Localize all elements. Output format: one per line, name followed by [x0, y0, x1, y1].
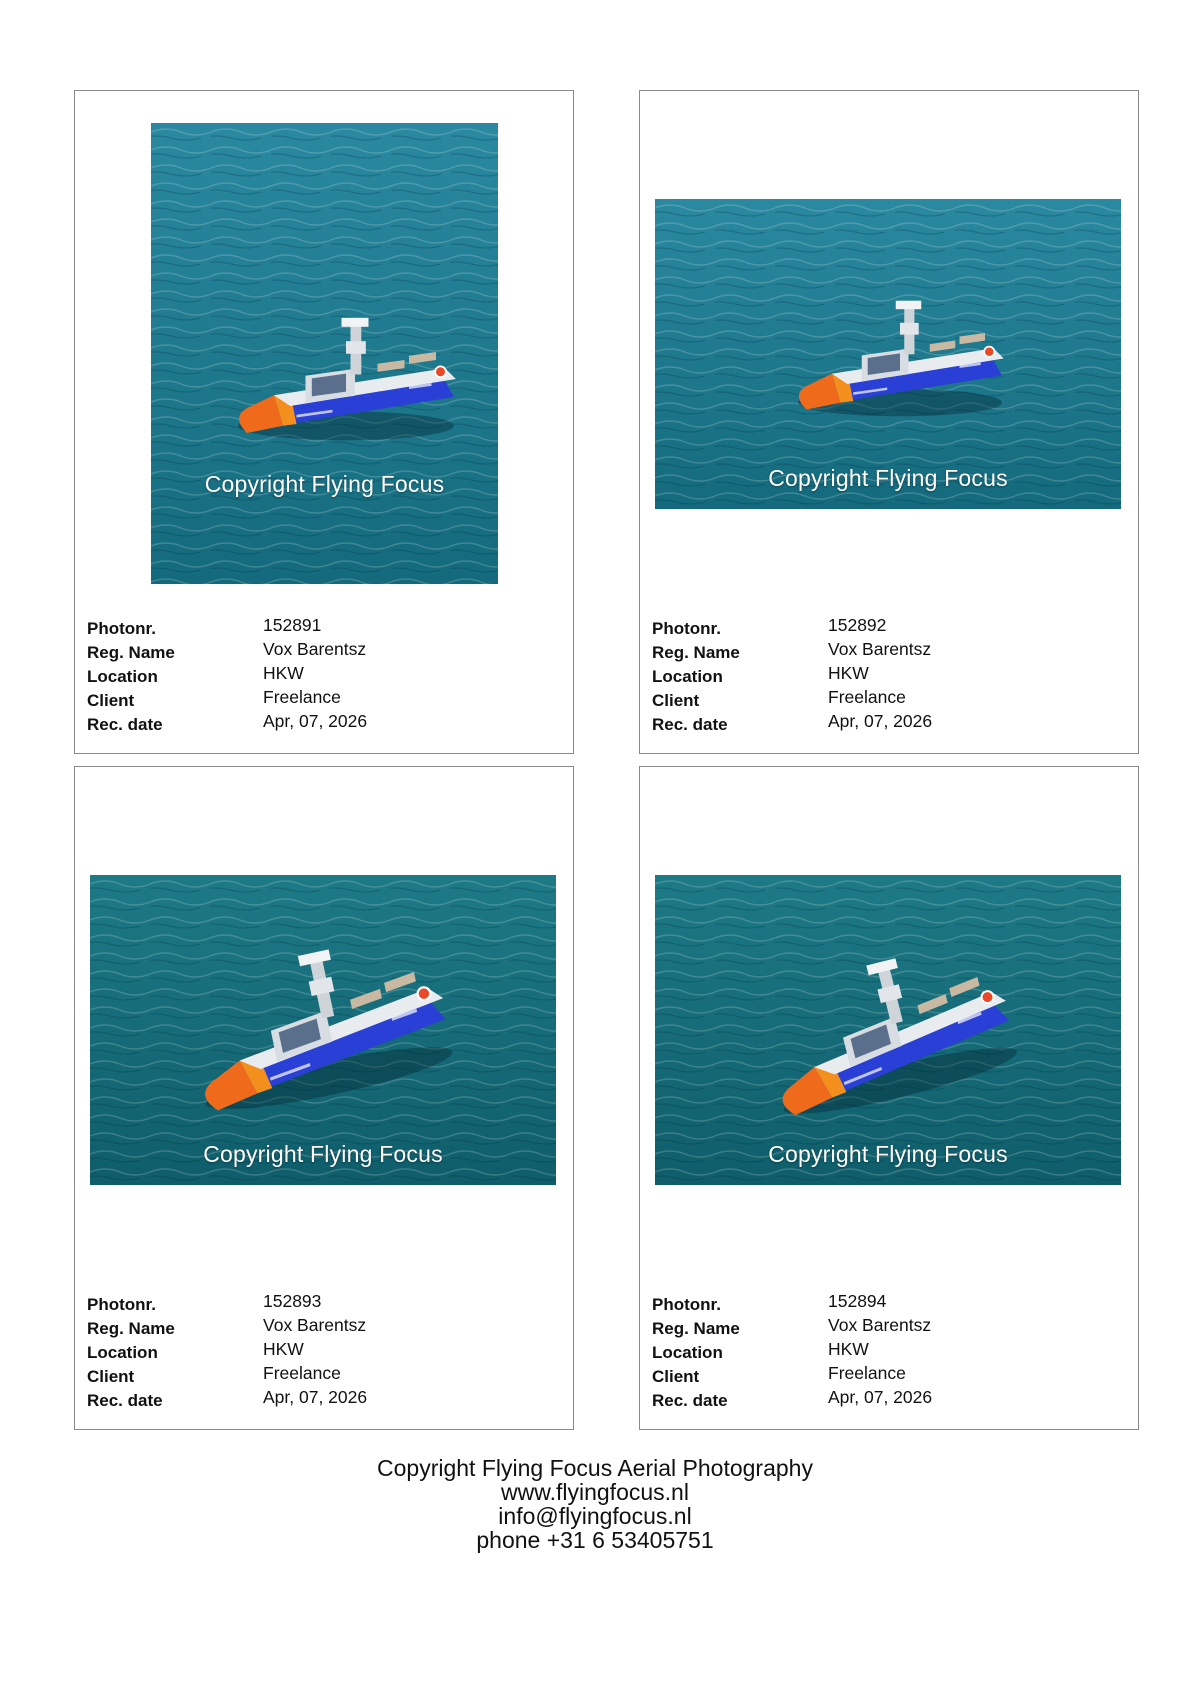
- watermark-text: Copyright Flying Focus: [768, 465, 1008, 491]
- label-reg-name: Reg. Name: [652, 1319, 740, 1338]
- value-reg-name: Vox Barentsz: [263, 1315, 367, 1335]
- value-client: Freelance: [828, 1363, 906, 1383]
- photo-card: [639, 90, 1139, 754]
- label-reg-name: Reg. Name: [87, 1319, 175, 1338]
- watermark-text: Copyright Flying Focus: [203, 1141, 443, 1167]
- value-rec-date: Apr, 07, 2026: [263, 711, 368, 731]
- label-client: Client: [87, 691, 135, 710]
- photo-image[interactable]: [151, 123, 498, 584]
- footer-email-link[interactable]: info@flyingfocus.nl: [498, 1503, 692, 1529]
- value-photonr: 152894: [828, 1291, 887, 1311]
- photo-metadata: [87, 615, 547, 735]
- value-photonr: 152891: [263, 615, 322, 635]
- label-location: Location: [652, 667, 723, 686]
- value-location: HKW: [263, 663, 304, 683]
- footer-website-link[interactable]: www.flyingfocus.nl: [501, 1479, 689, 1505]
- photo-card: [74, 766, 574, 1430]
- footer-phone: phone +31 6 53405751: [476, 1527, 714, 1553]
- value-client: Freelance: [263, 687, 341, 707]
- photo-metadata: [652, 615, 1112, 735]
- label-rec-date: Rec. date: [652, 715, 728, 734]
- label-client: Client: [87, 1367, 135, 1386]
- photo-card: [639, 766, 1139, 1430]
- photo-card: [74, 90, 574, 754]
- photo-metadata: [87, 1291, 547, 1411]
- value-photonr: 152892: [828, 615, 887, 635]
- label-location: Location: [87, 1343, 158, 1362]
- boat-photo: [151, 123, 498, 584]
- photo-image[interactable]: [90, 875, 556, 1185]
- photo-metadata: [652, 1291, 1112, 1411]
- label-reg-name: Reg. Name: [87, 643, 175, 662]
- watermark-text: Copyright Flying Focus: [768, 1141, 1008, 1167]
- label-photonr: Photonr.: [652, 1295, 721, 1314]
- photo-image[interactable]: [655, 199, 1121, 509]
- label-photonr: Photonr.: [87, 1295, 156, 1314]
- photo-image[interactable]: [655, 875, 1121, 1185]
- footer-copyright: Copyright Flying Focus Aerial Photography: [377, 1455, 813, 1481]
- value-client: Freelance: [263, 1363, 341, 1383]
- boat-photo: [655, 875, 1121, 1185]
- value-location: HKW: [828, 663, 869, 683]
- label-location: Location: [652, 1343, 723, 1362]
- value-client: Freelance: [828, 687, 906, 707]
- boat-photo: [655, 199, 1121, 509]
- label-location: Location: [87, 667, 158, 686]
- watermark-text: Copyright Flying Focus: [204, 471, 445, 497]
- value-location: HKW: [263, 1339, 304, 1359]
- label-photonr: Photonr.: [87, 619, 156, 638]
- contact-footer: [0, 1456, 1190, 1552]
- value-rec-date: Apr, 07, 2026: [828, 711, 933, 731]
- label-reg-name: Reg. Name: [652, 643, 740, 662]
- boat-photo: [90, 875, 556, 1185]
- value-reg-name: Vox Barentsz: [263, 639, 367, 659]
- label-rec-date: Rec. date: [87, 715, 163, 734]
- value-reg-name: Vox Barentsz: [828, 1315, 932, 1335]
- label-client: Client: [652, 691, 700, 710]
- value-rec-date: Apr, 07, 2026: [263, 1387, 368, 1407]
- label-photonr: Photonr.: [652, 619, 721, 638]
- label-client: Client: [652, 1367, 700, 1386]
- value-photonr: 152893: [263, 1291, 322, 1311]
- label-rec-date: Rec. date: [87, 1391, 163, 1410]
- value-location: HKW: [828, 1339, 869, 1359]
- label-rec-date: Rec. date: [652, 1391, 728, 1410]
- value-rec-date: Apr, 07, 2026: [828, 1387, 933, 1407]
- value-reg-name: Vox Barentsz: [828, 639, 932, 659]
